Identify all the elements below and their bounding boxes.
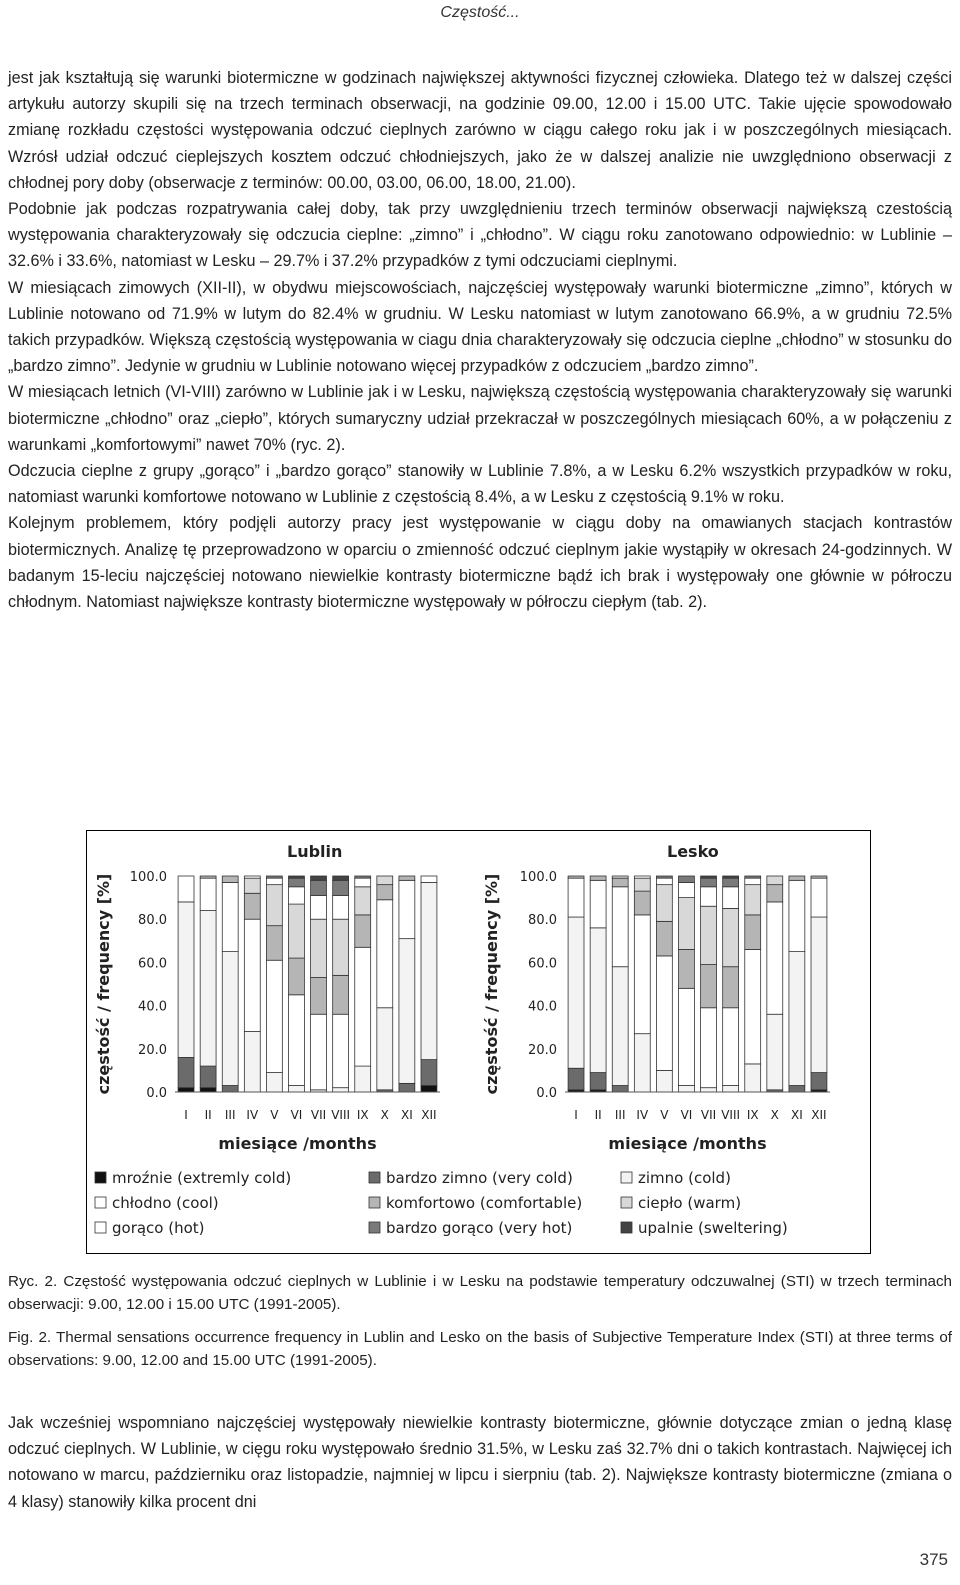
legend-label: bardzo gorąco (very hot) (386, 1219, 573, 1237)
bar-segment (377, 900, 393, 1008)
body-text-bottom (8, 1410, 952, 1515)
stacked-bar (377, 876, 393, 1092)
bar-segment (244, 876, 260, 878)
stacked-bar (568, 876, 584, 1092)
y-tick-label: 20.0 (138, 1042, 167, 1058)
x-tick-label: V (270, 1108, 279, 1122)
bar-segment (612, 876, 628, 878)
x-tick-label: II (594, 1108, 602, 1122)
y-axis-label: częstość / frequency [%] (482, 873, 501, 1095)
bar-segment (178, 902, 194, 1058)
stacked-bar (811, 876, 827, 1092)
bar-segment (745, 876, 761, 878)
running-header: Częstość... (440, 4, 520, 21)
stacked-bar (723, 876, 739, 1092)
bar-segment (289, 878, 305, 887)
bar-segment (333, 919, 349, 975)
bar-segment (767, 1014, 783, 1090)
bar-segment (289, 1086, 305, 1092)
bar-segment (634, 891, 650, 915)
bar-segment (266, 885, 282, 926)
bar-segment (178, 876, 194, 902)
stacked-bar (634, 876, 650, 1092)
bar-segment (590, 880, 606, 928)
x-tick-label: VI (290, 1108, 303, 1122)
bar-segment (244, 893, 260, 919)
x-tick-label: VI (680, 1108, 693, 1122)
y-tick-label: 40.0 (528, 999, 557, 1015)
bar-segment (679, 898, 695, 950)
bar-segment (311, 880, 327, 895)
x-tick-label: I (574, 1108, 578, 1122)
bar-segment (244, 878, 260, 893)
legend-swatch (369, 1222, 380, 1233)
bar-segment (421, 882, 437, 1059)
stacked-bar (590, 876, 606, 1092)
bar-segment (377, 876, 393, 885)
bar-segment (178, 1088, 194, 1092)
stacked-bar (679, 876, 695, 1092)
bar-segment (266, 1073, 282, 1092)
bar-segment (266, 876, 282, 878)
bar-segment (723, 1086, 739, 1092)
stacked-bar (178, 876, 194, 1092)
paragraph: Kolejnym problemem, który podjęli autorzy pracy jest występowanie w ciągu doby na omawianych stacjach kontrastów biotermicznych. Analizę tę przeprowadzono w oparciu o zmienność odczuć cieplnym jakie wystąpiły w okresach 24-godzinnych. W badanym 15-leciu najczęściej notowano niewielkie kontrasty biotermiczne bądź ich brak i występowały one głównie w półroczu chłodnym. Natomiast największe kontrasty biotermiczne występowały w półroczu ciepłym (tab. 2). (8, 514, 952, 612)
paragraph: W miesiącach zimowych (XII-II), w obydwu miejscowościach, najczęściej występowały warunki biotermiczne „zimno”, których w Lublinie notowano od 71.9% w lutym do 82.4% w grudniu. W Lesku natomiast w lutym zanotowano 66.9%, a w grudniu 72.5% takich przypadków. Większą częstością występowania w ciagu dnia charakteryzowały się odczucia cieplne „chłodno” w stosunku do „bardzo zimno”. Jedynie w grudniu w Lublinie notowano więcej przypadków z odczuciem „bardzo zimno”. (8, 278, 952, 376)
bar-segment (333, 1014, 349, 1087)
body-text-top (8, 65, 952, 615)
bar-segment (811, 878, 827, 917)
bar-segment (701, 906, 717, 964)
x-tick-label: VII (700, 1108, 717, 1122)
bar-segment (612, 1086, 628, 1092)
bar-segment (289, 995, 305, 1086)
legend-swatch (369, 1172, 380, 1183)
bar-segment (568, 1068, 584, 1090)
x-tick-label: VII (310, 1108, 327, 1122)
figure-caption-english (8, 1326, 952, 1372)
bar-segment (656, 878, 672, 884)
bar-segment (289, 876, 305, 878)
bar-segment (289, 904, 305, 958)
y-tick-label: 0.0 (146, 1086, 167, 1101)
bar-segment (634, 915, 650, 1034)
legend-item (621, 1194, 741, 1212)
bar-segment (701, 1008, 717, 1088)
bar-segment (266, 926, 282, 961)
bar-segment (612, 878, 628, 887)
bar-segment (656, 921, 672, 956)
bar-segment (789, 952, 805, 1086)
bar-segment (811, 876, 827, 878)
x-axis-label: miesiące /months (218, 1134, 377, 1153)
paragraph: Odczucia cieplne z grupy „gorąco” i „bardzo gorąco” stanowiły w Lublinie 7.8%, a w Lesku 6.2% wszystkich przypadków w roku, natomiast warunki komfortowe notowano w Lublinie z częstością 8.4%, a w Lesku z częstością 9.1% w roku. (8, 462, 952, 507)
legend-swatch (95, 1197, 106, 1208)
legend-swatch (621, 1222, 632, 1233)
bar-segment (333, 880, 349, 895)
legend-swatch (95, 1172, 106, 1183)
bar-segment (399, 880, 415, 938)
bar-segment (311, 895, 327, 919)
y-tick-label: 0.0 (536, 1086, 557, 1101)
stacked-bar (355, 876, 371, 1092)
bar-segment (266, 878, 282, 884)
stacked-bar-charts (87, 831, 870, 1253)
bar-segment (244, 1032, 260, 1092)
bar-segment (333, 876, 349, 880)
bar-segment (701, 965, 717, 1008)
stacked-bar (266, 876, 282, 1092)
bar-segment (745, 878, 761, 884)
bar-segment (355, 1066, 371, 1092)
stacked-bar (701, 876, 717, 1092)
bar-segment (568, 917, 584, 1068)
bar-segment (612, 967, 628, 1086)
bar-segment (656, 956, 672, 1070)
bar-segment (355, 915, 371, 947)
x-tick-label: III (614, 1108, 626, 1122)
bar-segment (399, 1083, 415, 1092)
bar-segment (590, 876, 606, 880)
x-axis-label: miesiące /months (608, 1134, 767, 1153)
bar-segment (222, 876, 238, 882)
caption-text: Ryc. 2. Częstość występowania odczuć cieplnych w Lublinie i w Lesku na podstawie temperatury odczuwalnej (STI) w trzech terminach obserwacji: 9.00, 12.00 i 15.00 UTC (1991-2005). (8, 1273, 952, 1313)
x-tick-label: XII (421, 1108, 437, 1122)
stacked-bar (244, 876, 260, 1092)
bar-segment (789, 1086, 805, 1092)
bar-segment (178, 1057, 194, 1087)
bar-segment (701, 887, 717, 906)
bar-segment (311, 978, 327, 1015)
caption-text: Fig. 2. Thermal sensations occurrence frequency in Lublin and Lesko on the basis of Subjective Temperature Index (STI) at three terms of observations: 9.00, 12.00 and 15.00 UTC (1991-2005). (8, 1329, 952, 1369)
bar-segment (811, 917, 827, 1073)
x-tick-label: XI (400, 1108, 413, 1122)
bar-segment (745, 915, 761, 950)
stacked-bar (222, 876, 238, 1092)
bar-segment (679, 876, 695, 882)
bar-segment (200, 1088, 216, 1092)
bar-segment (311, 919, 327, 977)
bar-segment (421, 1060, 437, 1086)
legend-label: mroźnie (extremly cold) (112, 1169, 292, 1187)
x-tick-label: II (204, 1108, 212, 1122)
x-tick-label: IX (746, 1108, 759, 1122)
bar-segment (811, 1073, 827, 1090)
bar-segment (355, 887, 371, 915)
bar-segment (222, 1086, 238, 1092)
legend-swatch (369, 1197, 380, 1208)
bar-segment (377, 1008, 393, 1090)
legend-item (95, 1219, 205, 1237)
bar-segment (244, 919, 260, 1031)
stacked-bar (421, 876, 437, 1092)
legend-label: komfortowo (comfortable) (386, 1194, 583, 1212)
chart-lublin (94, 842, 440, 1153)
bar-segment (745, 885, 761, 915)
page-number: 375 (919, 1550, 948, 1569)
legend-label: ciepło (warm) (638, 1194, 742, 1212)
bar-segment (701, 878, 717, 887)
bar-segment (634, 876, 650, 878)
bar-segment (723, 967, 739, 1008)
bar-segment (355, 878, 371, 887)
bar-segment (399, 939, 415, 1084)
legend-label: gorąco (hot) (112, 1219, 205, 1237)
legend-label: chłodno (cool) (112, 1194, 219, 1212)
bar-segment (421, 876, 437, 882)
legend-label: bardzo zimno (very cold) (386, 1169, 573, 1187)
paragraph: jest jak kształtują się warunki biotermiczne w godzinach największej aktywności fizycznej człowieka. Dlatego też w dalszej części artykułu autorzy skupili się na trzech terminach obserwacji, na godzinie 09.00, 12.00 i 15.00 UTC. Takie ujęcie spowodowało zmianę rozkładu częstości występowania odczuć cieplnych zarówno w ciągu całego roku jak i w poszczególnych miesiącach. Wzrósł udział odczuć cieplejszych kosztem odczuć chłodniejszych, jako że w dalszej analizie nie uwzględniono obserwacji z chłodnej pory doby (obserwacje z terminów: 00.00, 03.00, 06.00, 18.00, 21.00). (8, 69, 952, 192)
bar-segment (399, 876, 415, 880)
bar-segment (679, 949, 695, 988)
bar-segment (789, 880, 805, 951)
bar-segment (355, 947, 371, 1066)
legend-item (95, 1194, 219, 1212)
bar-segment (222, 882, 238, 951)
x-tick-label: IV (636, 1108, 649, 1122)
bar-segment (745, 1064, 761, 1092)
bar-segment (723, 1008, 739, 1086)
figure-caption-polish (8, 1270, 952, 1316)
bar-segment (679, 988, 695, 1085)
bar-segment (568, 878, 584, 917)
bar-segment (723, 878, 739, 887)
y-tick-label: 80.0 (138, 913, 167, 929)
legend-label: zimno (cold) (638, 1169, 731, 1187)
bar-segment (745, 949, 761, 1063)
bar-segment (333, 895, 349, 919)
bar-segment (701, 1088, 717, 1092)
stacked-bar (767, 876, 783, 1092)
bar-segment (679, 882, 695, 897)
legend-item (369, 1194, 582, 1212)
legend-swatch (621, 1197, 632, 1208)
legend-item (369, 1219, 572, 1237)
paragraph: Podobnie jak podczas rozpatrywania całej doby, tak przy uwzględnieniu trzech terminów obserwacji największą czestością występowania charakteryzowały się odczucia cieplne: „zimno” i „chłodno”. W ciągu roku zanotowano odpowiednio: w Lublinie – 32.6% i 33.6%, natomiast w Lesku – 29.7% i 37.2% przypadków z tymi odczuciami cieplnymi. (8, 200, 952, 271)
x-tick-label: X (380, 1108, 389, 1122)
bar-segment (333, 1088, 349, 1092)
stacked-bar (745, 876, 761, 1092)
bar-segment (266, 960, 282, 1072)
legend-item (95, 1169, 291, 1187)
bar-segment (679, 1086, 695, 1092)
x-tick-label: XII (811, 1108, 827, 1122)
legend-item (621, 1169, 731, 1187)
bar-segment (200, 876, 216, 878)
chart-title: Lublin (287, 842, 343, 861)
bar-segment (355, 876, 371, 878)
bar-segment (767, 876, 783, 885)
bar-segment (612, 887, 628, 967)
y-tick-label: 100.0 (129, 870, 167, 885)
stacked-bar (399, 876, 415, 1092)
y-tick-label: 60.0 (138, 956, 167, 972)
legend-swatch (621, 1172, 632, 1183)
bar-segment (289, 958, 305, 995)
bar-segment (723, 908, 739, 966)
y-tick-label: 60.0 (528, 956, 557, 972)
legend (95, 1169, 788, 1237)
bar-segment (200, 1066, 216, 1088)
y-tick-label: 20.0 (528, 1042, 557, 1058)
stacked-bar (200, 876, 216, 1092)
chart-lesko (482, 842, 830, 1153)
x-tick-label: X (770, 1108, 779, 1122)
bar-segment (634, 878, 650, 891)
legend-item (621, 1219, 788, 1237)
chart-title: Lesko (667, 842, 719, 861)
bar-segment (634, 1034, 650, 1092)
legend-swatch (95, 1222, 106, 1233)
legend-item (369, 1169, 573, 1187)
bar-segment (723, 887, 739, 909)
x-tick-label: VIII (721, 1108, 741, 1122)
x-tick-label: III (224, 1108, 236, 1122)
bar-segment (200, 911, 216, 1067)
bar-segment (767, 902, 783, 1014)
bar-segment (701, 876, 717, 878)
bar-segment (767, 885, 783, 902)
stacked-bar (789, 876, 805, 1092)
y-tick-label: 80.0 (528, 913, 557, 929)
x-tick-label: IX (356, 1108, 369, 1122)
bar-segment (723, 876, 739, 878)
y-tick-label: 100.0 (519, 870, 557, 885)
x-tick-label: I (184, 1108, 188, 1122)
bar-segment (222, 952, 238, 1086)
bar-segment (311, 876, 327, 880)
bar-segment (421, 1086, 437, 1092)
bar-segment (656, 885, 672, 922)
stacked-bar (289, 876, 305, 1092)
x-tick-label: XI (790, 1108, 803, 1122)
y-tick-label: 40.0 (138, 999, 167, 1015)
bar-segment (590, 928, 606, 1073)
bar-segment (656, 1070, 672, 1092)
bar-segment (311, 1014, 327, 1090)
bar-segment (789, 876, 805, 880)
paragraph: W miesiącach letnich (VI-VIII) zarówno w Lublinie jak i w Lesku, największą częstością występowania charakteryzowały się warunki biotermiczne „chłodno” oraz „ciepło”, których sumaryczny udział przekraczał w poszczególnych miesiącach 60%, a w połączeniu z warunkami „komfortowymi” nawet 70% (ryc. 2). (8, 383, 952, 454)
stacked-bar (311, 876, 327, 1092)
paragraph: Jak wcześniej wspomniano najczęściej występowały niewielkie kontrasty biotermiczne, głównie dotyczące zmian o jedną klasę odczuć cieplnych. W Lublinie, w cięgu roku występowało średnio 31.5%, w Lesku zaś 32.7% dni o takich kontrastach. Najwięcej ich notowano w marcu, październiku oraz listopadzie, najmniej w lipcu i sierpniu (tab. 2). Największe kontrasty biotermiczne (zmiana o 4 klasy) stanowiły kilka procent dni (8, 1414, 952, 1511)
stacked-bar (656, 876, 672, 1092)
bar-segment (200, 878, 216, 910)
stacked-bar (612, 876, 628, 1092)
legend-label: upalnie (sweltering) (638, 1219, 788, 1237)
bar-segment (568, 876, 584, 878)
x-tick-label: V (660, 1108, 669, 1122)
bar-segment (590, 1073, 606, 1090)
y-axis-label: częstość / frequency [%] (94, 873, 113, 1095)
bar-segment (289, 887, 305, 904)
bar-segment (656, 876, 672, 878)
figure-ryc-2 (86, 830, 871, 1254)
x-tick-label: IV (246, 1108, 259, 1122)
stacked-bar (333, 876, 349, 1092)
bar-segment (377, 885, 393, 900)
x-tick-label: VIII (331, 1108, 351, 1122)
bar-segment (333, 975, 349, 1014)
